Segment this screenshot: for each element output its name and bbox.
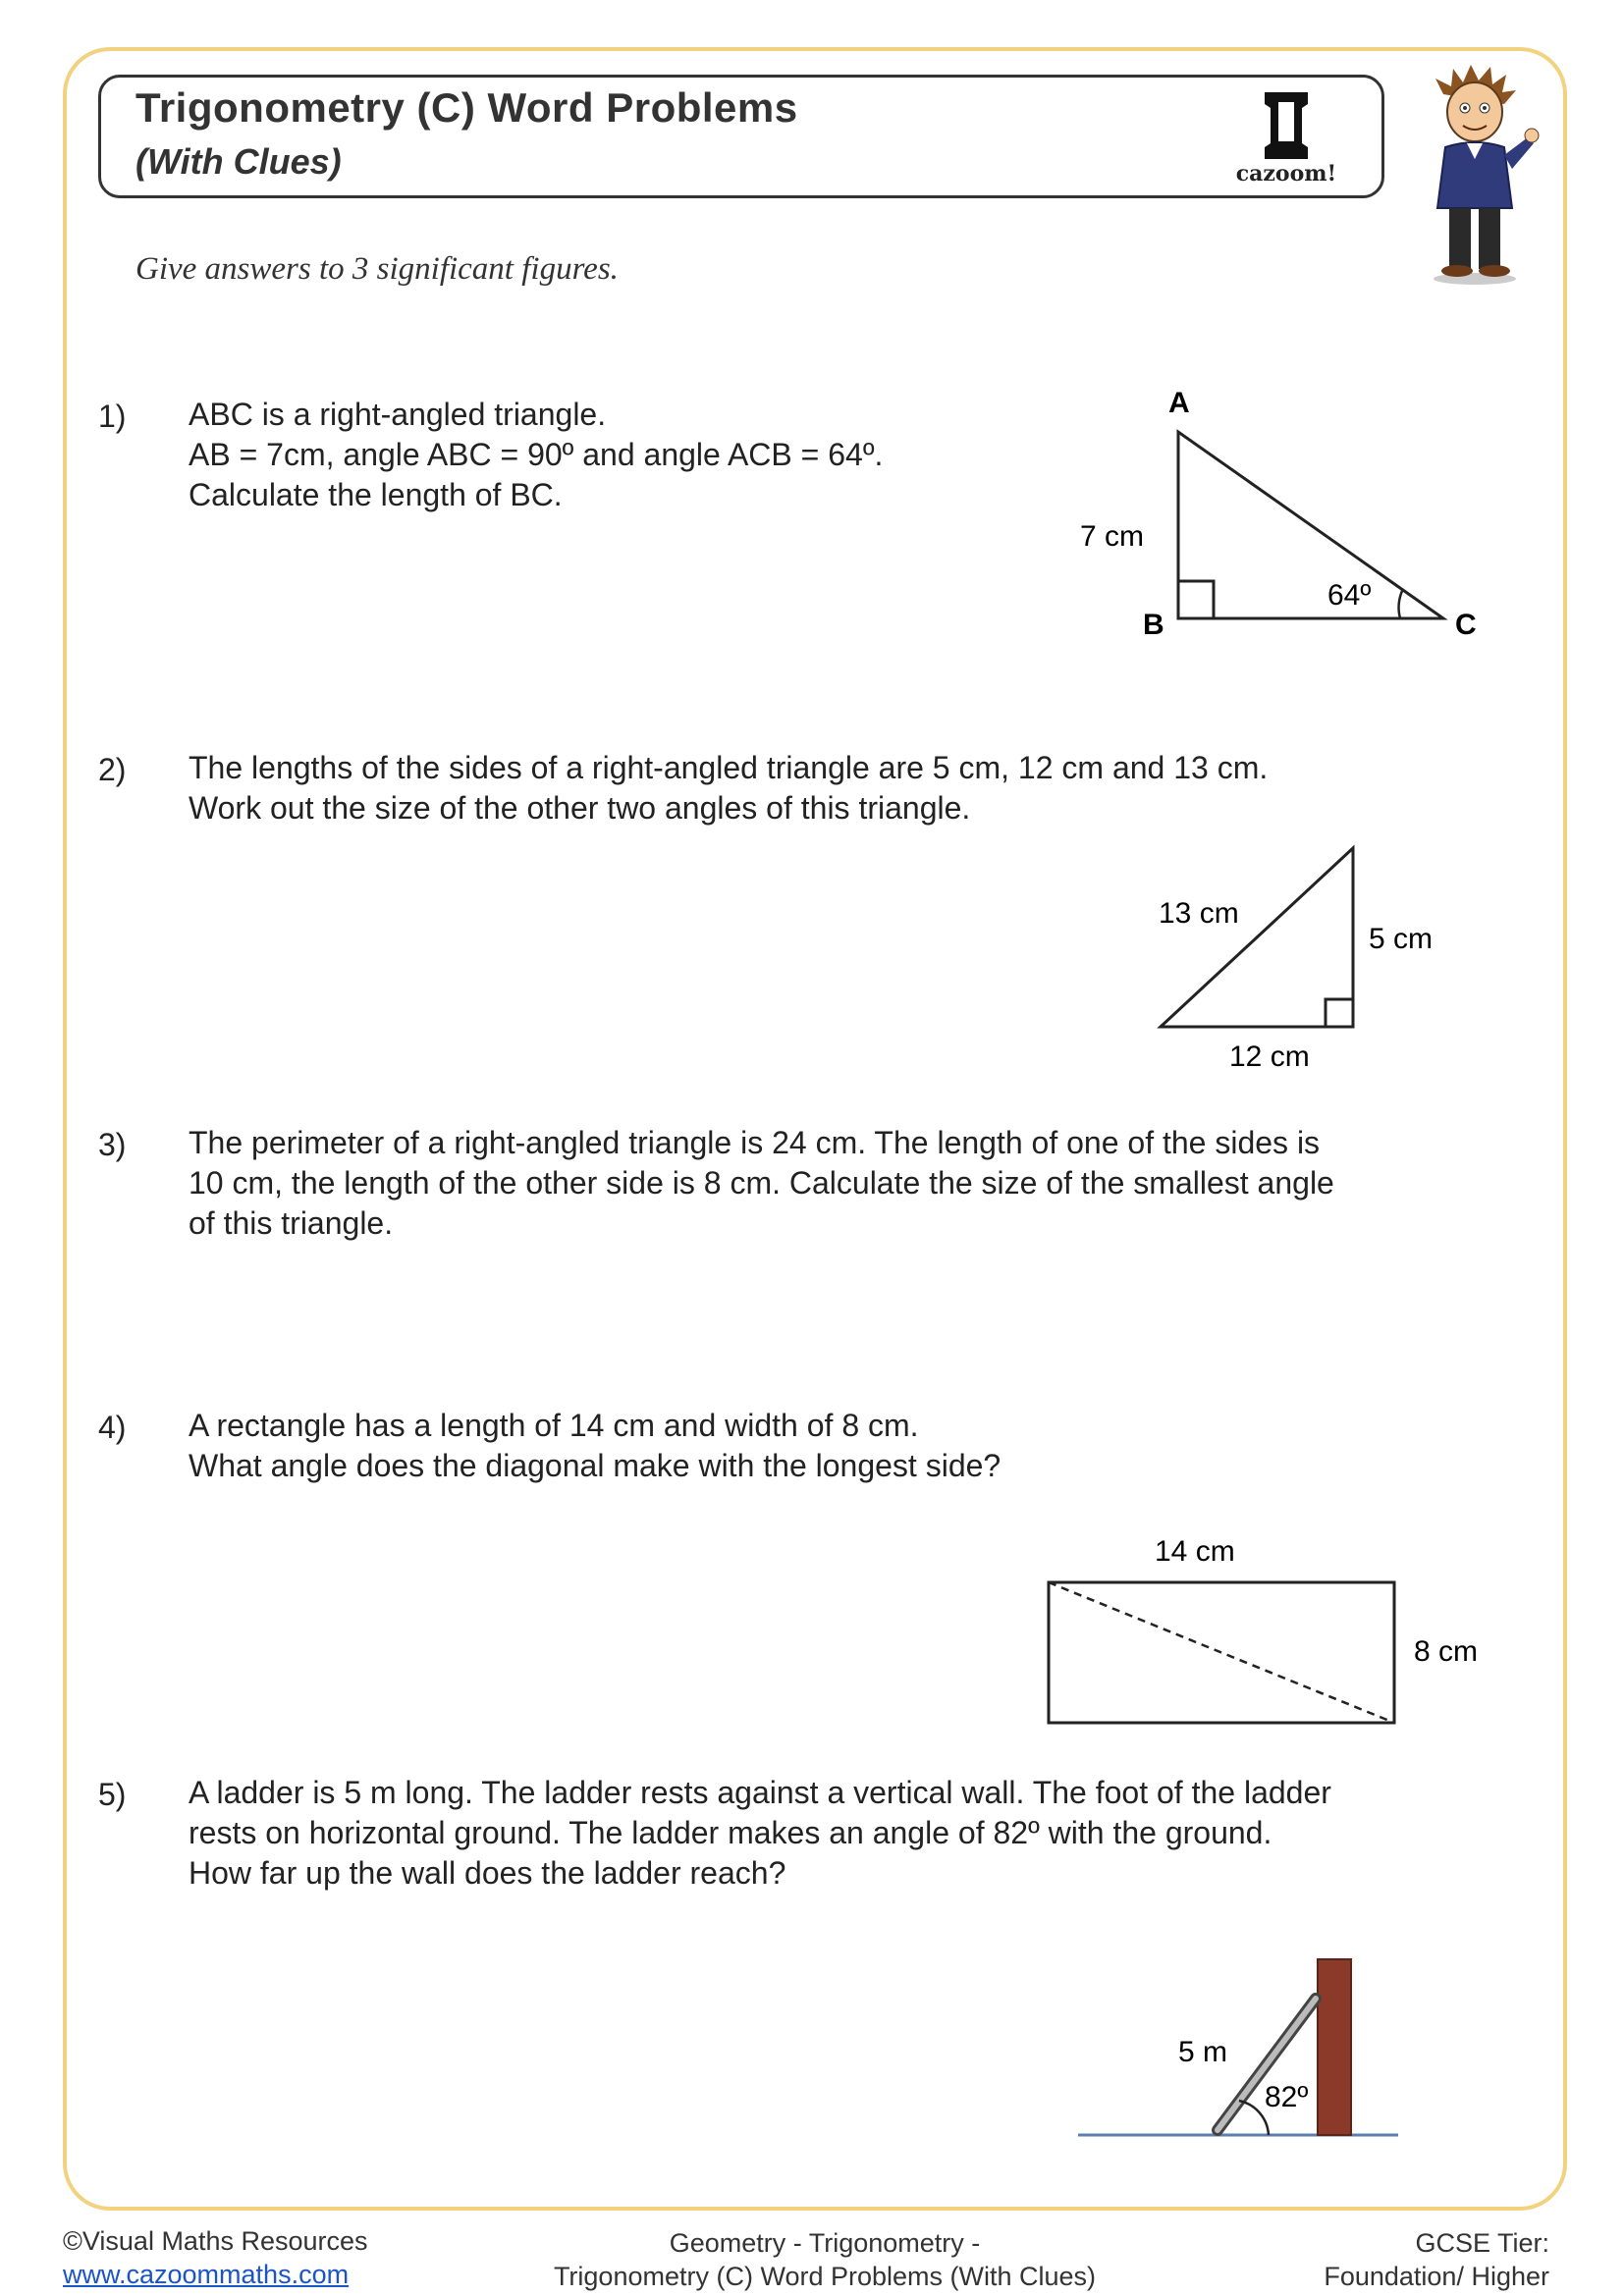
q1-angle-label: 64º bbox=[1327, 579, 1372, 612]
q1-triangle-diagram bbox=[1080, 387, 1477, 641]
q5-ladder-diagram bbox=[1078, 1959, 1398, 2135]
q1-angle-arc bbox=[1399, 591, 1402, 618]
tier-value: Foundation/ Higher bbox=[1324, 2262, 1549, 2291]
instruction-text: Give answers to 3 significant figures. bbox=[135, 251, 619, 287]
q1-triangle bbox=[1178, 432, 1443, 618]
question-line: What angle does the diagonal make with the longest side? bbox=[189, 1448, 1001, 1483]
q1-label-c: C bbox=[1455, 609, 1477, 641]
q2-vertical-label: 5 cm bbox=[1369, 923, 1434, 955]
q2-base-label: 12 cm bbox=[1229, 1041, 1310, 1073]
question-line: rests on horizontal ground. The ladder makes an angle of 82º with the ground. bbox=[189, 1815, 1272, 1850]
footer-right bbox=[1237, 2226, 1549, 2293]
website-link[interactable]: www.cazoommaths.com bbox=[63, 2260, 350, 2289]
question-line: The lengths of the sides of a right-angled triangle are 5 cm, 12 cm and 13 cm. bbox=[189, 750, 1269, 785]
q4-length-label: 14 cm bbox=[1155, 1535, 1235, 1568]
question-2-number: 2) bbox=[98, 752, 127, 787]
q1-label-b: B bbox=[1143, 609, 1164, 641]
question-5-number: 5) bbox=[98, 1777, 127, 1812]
topic-line: Geometry - Trigonometry - bbox=[669, 2228, 981, 2258]
question-line: AB = 7cm, angle ABC = 90º and angle ACB = 64º. bbox=[189, 437, 884, 472]
footer-left bbox=[63, 2224, 368, 2291]
question-line: ABC is a right-angled triangle. bbox=[189, 397, 607, 432]
question-line: Work out the size of the other two angles of this triangle. bbox=[189, 790, 971, 826]
question-line: A rectangle has a length of 14 cm and width of 8 cm. bbox=[189, 1408, 919, 1443]
q2-right-angle-marker bbox=[1326, 999, 1353, 1027]
question-1-number: 1) bbox=[98, 399, 127, 434]
q1-label-a: A bbox=[1168, 387, 1190, 419]
question-4-number: 4) bbox=[98, 1410, 127, 1445]
worksheet-subtitle: (With Clues) bbox=[135, 141, 342, 182]
q1-right-angle-marker bbox=[1178, 581, 1214, 618]
worksheet-title: Trigonometry (C) Word Problems bbox=[135, 84, 798, 131]
q5-ladder-label: 5 m bbox=[1178, 2036, 1228, 2068]
q5-angle-label: 82º bbox=[1265, 2081, 1309, 2113]
q1-side-label: 7 cm bbox=[1080, 520, 1145, 553]
logo-text: cazoom! bbox=[1235, 161, 1337, 187]
question-line: Calculate the length of BC. bbox=[189, 477, 563, 512]
question-line: 10 cm, the length of the other side is 8 cm. Calculate the size of the smallest angle bbox=[189, 1165, 1334, 1201]
question-line: The perimeter of a right-angled triangle is 24 cm. The length of one of the sides is bbox=[189, 1125, 1321, 1160]
question-line: How far up the wall does the ladder reach? bbox=[189, 1855, 786, 1891]
q2-triangle-diagram bbox=[1159, 848, 1433, 1073]
question-line: A ladder is 5 m long. The ladder rests against a vertical wall. The foot of the ladder bbox=[189, 1775, 1331, 1810]
q4-rectangle-diagram bbox=[1049, 1535, 1478, 1723]
q4-diagonal bbox=[1049, 1582, 1394, 1723]
tier-label: GCSE Tier: bbox=[1415, 2228, 1549, 2258]
question-line: of this triangle. bbox=[189, 1205, 394, 1241]
footer-center bbox=[491, 2226, 1159, 2293]
q4-width-label: 8 cm bbox=[1414, 1635, 1479, 1668]
copyright-text: ©Visual Maths Resources bbox=[63, 2226, 368, 2256]
q5-wall bbox=[1318, 1959, 1351, 2135]
q2-hypotenuse-label: 13 cm bbox=[1159, 897, 1239, 930]
worksheet-name-line: Trigonometry (C) Word Problems (With Clues) bbox=[553, 2262, 1097, 2291]
question-3-number: 3) bbox=[98, 1127, 127, 1162]
